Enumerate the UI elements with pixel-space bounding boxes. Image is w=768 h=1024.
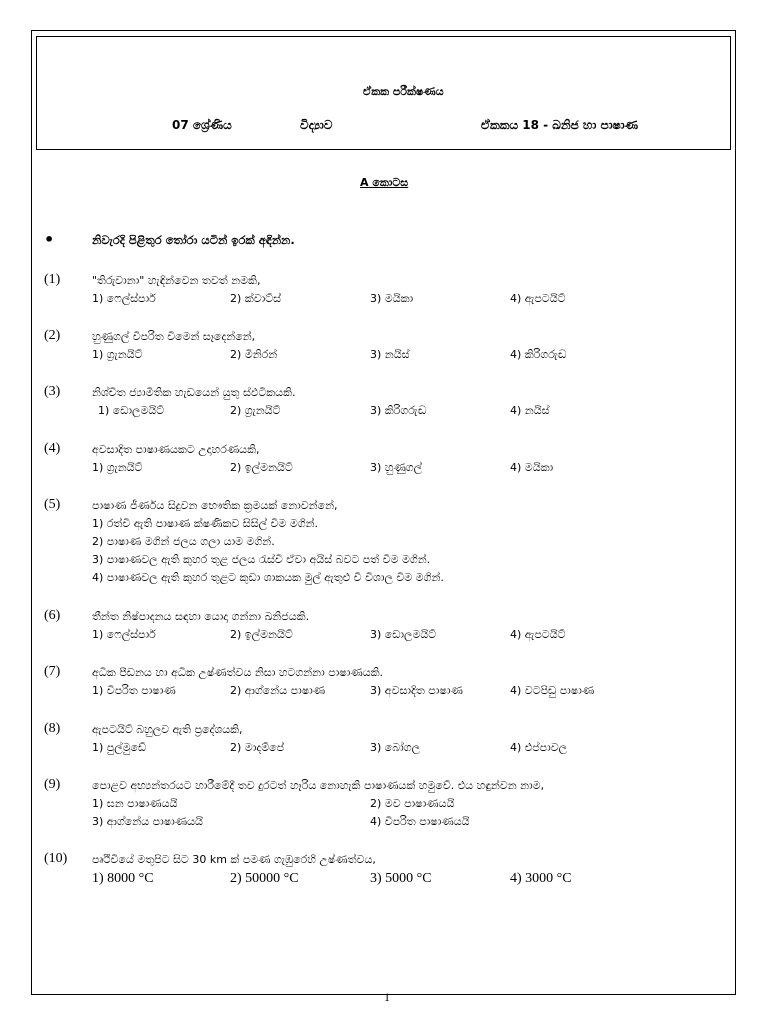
page-number: 1	[384, 990, 390, 1004]
option-2[interactable]: 2) මව පාෂාණයයි	[370, 797, 455, 810]
option-3[interactable]: 3) ඩොලමයිට්	[370, 628, 437, 641]
option-2[interactable]: 2) මාදම්පේ	[230, 741, 285, 754]
option-3[interactable]: 3) ආග්නේය පාෂාණයයි	[92, 815, 203, 828]
bullet-icon: •	[44, 230, 55, 249]
option-4[interactable]: 4) කිරිගරුඬ	[510, 348, 567, 361]
option-4[interactable]: 4) පාෂාණවල ඇති කුහර තුළට කුඩා ශාකයක මුල් ඇතුළු වී විශාල වීම මගින්.	[92, 571, 444, 584]
option-4[interactable]: 4) ඇපටයිට්	[510, 628, 566, 641]
option-3[interactable]: 3) මයිකා	[370, 292, 414, 305]
question-text: පාෂාණ ජීර්ණය සිදුවන භෞතික ක්‍රමයක් නොවන්නේ,	[92, 499, 338, 512]
option-1[interactable]: 1) ඩොලමයිට්	[98, 404, 165, 417]
option-1[interactable]: 1) ග්‍රැනයිට්	[92, 348, 143, 361]
option-2[interactable]: 2) ඉල්මනයිට්	[230, 628, 293, 641]
question-text: ඇපටයිට් බහුලව ඇති ප්‍රදේශයකි,	[92, 723, 243, 736]
option-3[interactable]: 3) පාෂාණවල ඇති කුහර තුළ ජලය රැස්වී ඒවා අයිස් බවට පත් වීම මගින්.	[92, 553, 431, 566]
question-number: (8)	[44, 721, 61, 736]
option-1[interactable]: 1) ෆෙල්ස්පාර්	[92, 628, 156, 641]
option-4[interactable]: 4) නයිස්	[510, 404, 550, 417]
option-3[interactable]: 3) අවසාදිත පාෂාණ	[370, 684, 463, 697]
option-2[interactable]: 2) ආග්නේය පාෂාණ	[230, 684, 326, 697]
question-text: අධික පීඩනය හා අධික උෂ්ණත්වය නිසා හටගන්නා පාෂාණයකි.	[92, 666, 384, 679]
question-text: අවසාදිත පාෂාණයකට උදාහරණයකි,	[92, 443, 260, 456]
option-3[interactable]: 3) කිරිගරුඬ	[370, 404, 427, 417]
question-text: නිශ්චිත ජ්‍යාමිතික හැඩයෙන් යුතු ස්ඵටිකයකි.	[92, 386, 296, 399]
option-2[interactable]: 2) මිනිරන්	[230, 348, 278, 361]
option-4[interactable]: 4) එප්පාවල	[510, 741, 568, 754]
question-number: (3)	[44, 384, 61, 399]
option-1[interactable]: 1) ෆෙල්ස්පාර්	[92, 292, 156, 305]
question-number: (2)	[44, 328, 61, 343]
grade-label: 07 ශ්‍රේණිය	[172, 118, 232, 132]
option-1[interactable]: 1) පුල්මුඩේ	[92, 741, 147, 754]
question-text: පෘථිවියේ මතුපිට සිට 30 km ක් පමණ ගැඹුරෙහි උෂ්ණත්වය,	[92, 853, 376, 866]
option-1[interactable]: 1) විපරිත පාෂාණ	[92, 684, 176, 697]
section-title: A කොටස	[360, 176, 409, 189]
question-text: හුණුගල් විපරිත වීමෙන් සෑදෙන්නේ,	[92, 330, 256, 343]
instruction: නිවැරදි පිළිතුර තෝරා යටින් ඉරක් අඳින්න.	[92, 233, 295, 247]
option-3[interactable]: 3) බෝගල	[370, 741, 421, 754]
option-1[interactable]: 1) රත්වී ඇති පාෂාණ ක්ෂණිකව සිසිල් වීම මගින්.	[92, 517, 319, 530]
question-number: (10)	[44, 851, 68, 866]
option-2[interactable]: 2) ඉල්මනයිට්	[230, 461, 293, 474]
option-4[interactable]: 4) ඇපටයිට්	[510, 292, 566, 305]
question-number: (9)	[44, 777, 61, 792]
unit-label: ඒකකය 18 - ඛනිජ හා පාෂාණ	[481, 118, 639, 132]
question-text: පොළව අභ්‍යන්තරයට හාරීමේදී තව දුරටත් හෑරිය නොහැකි පාෂාණයක් හමුවේ. එය හඳුන්වන නාම,	[92, 779, 545, 792]
exam-title: ඒකක පරීක්ෂණය	[363, 85, 444, 98]
option-4[interactable]: 4) වටපිඩු පාෂාණ	[510, 684, 595, 697]
subject-label: විද්‍යාව	[300, 118, 333, 132]
option-4[interactable]: 4) මයිකා	[510, 461, 554, 474]
option-2[interactable]: 2) ග්‍රැනයිට්	[230, 404, 281, 417]
question-number: (1)	[44, 272, 61, 287]
question-number: (5)	[44, 497, 61, 512]
question-number: (4)	[44, 441, 61, 456]
option-3[interactable]: 3) 5000 °C	[370, 871, 432, 886]
option-3[interactable]: 3) හුණුගල්	[370, 461, 423, 474]
option-1[interactable]: 1) ග්‍රැනයිට්	[92, 461, 143, 474]
question-text: "තිරුවානා" හැඳින්වෙන තවත් නමකි,	[92, 274, 261, 287]
question-number: (7)	[44, 664, 61, 679]
option-4[interactable]: 4) 3000 °C	[510, 871, 572, 886]
option-4[interactable]: 4) විපරිත පාෂාණයයි	[370, 815, 470, 828]
question-number: (6)	[44, 608, 61, 623]
option-2[interactable]: 2) 50000 °C	[230, 871, 299, 886]
option-3[interactable]: 3) නයිස්	[370, 348, 410, 361]
question-text: තීන්ත නිෂ්පාදනය සඳහා යොදා ගන්නා ඛනිජයකි.	[92, 610, 310, 623]
option-1[interactable]: 1) 8000 °C	[92, 871, 154, 886]
option-1[interactable]: 1) ඝන පාෂාණයයි	[92, 797, 178, 810]
option-2[interactable]: 2) පාෂාණ මගින් ජලය ගලා යාම මගින්.	[92, 535, 275, 548]
option-2[interactable]: 2) ක්වාට්ස්	[230, 292, 282, 305]
